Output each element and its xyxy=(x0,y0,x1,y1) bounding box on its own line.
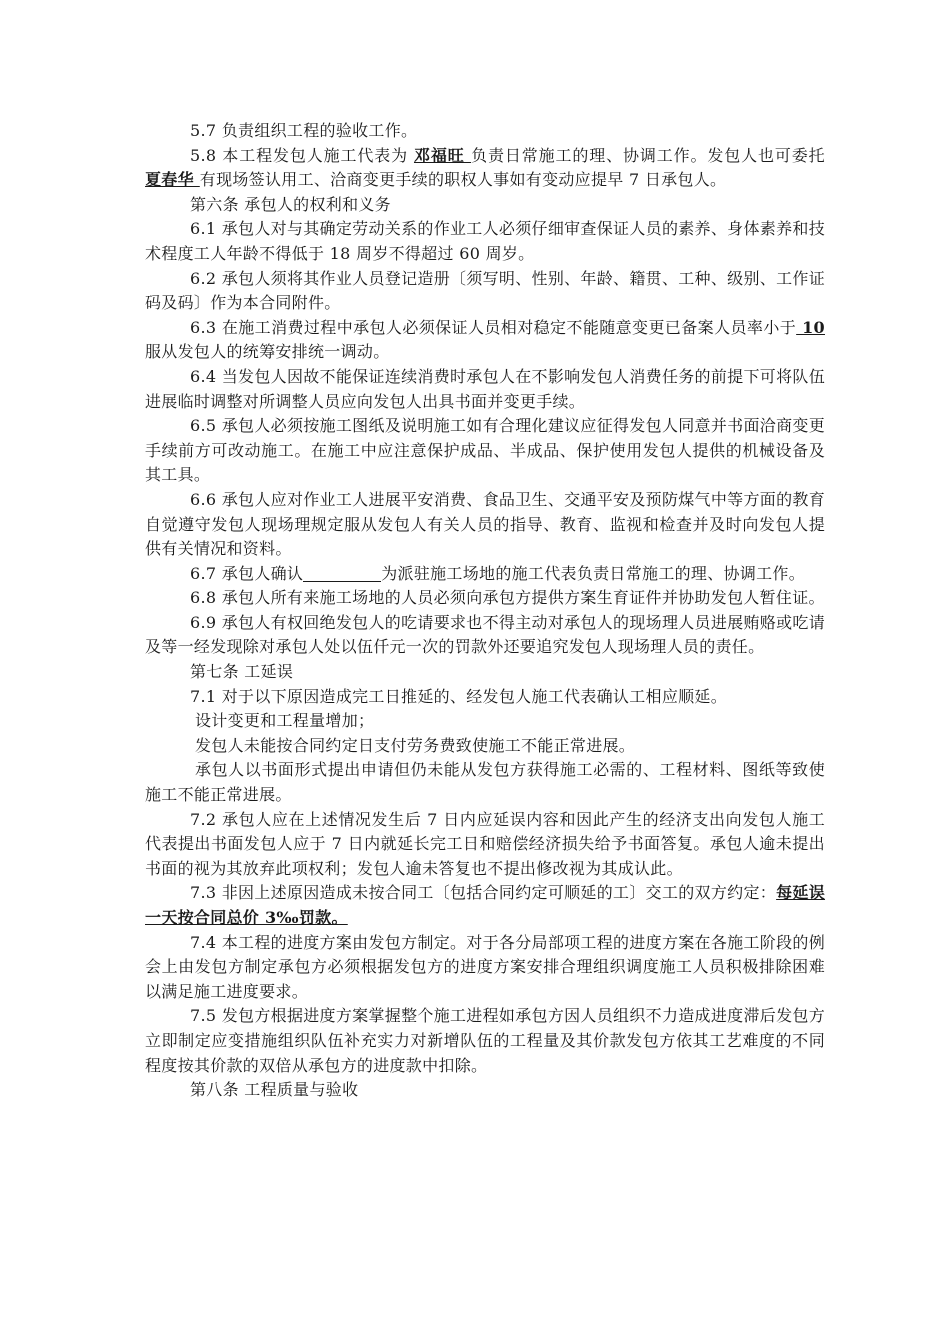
change-rate-value: 10 xyxy=(796,317,825,337)
blank-fill-line xyxy=(303,565,381,582)
clause-text: 5.8 本工程发包人施工代表为 xyxy=(190,145,414,165)
clause-7-1-item: 承包人以书面形式提出申请但仍未能从发包方获得施工必需的、工程材料、图纸等致使施工不能正常进展。 xyxy=(145,760,825,805)
clause-6-2: 6.2 承包人须将其作业人员登记造册〔须写明、性别、年龄、籍贯、工种、级别、工作证码及码〕作为本合同附件。 xyxy=(145,268,825,313)
clause-text: 为派驻施工场地的施工代表负责日常施工的理、协调工作。 xyxy=(381,563,806,583)
clause-5-8 xyxy=(145,144,825,193)
article-6-heading: 第六条 承包人的权利和义务 xyxy=(190,194,391,214)
clause-5-7: 5.7 负责组织工程的验收工作。 xyxy=(190,121,418,140)
clause-7-1-item: 发包人未能按合同约定日支付劳务费致使施工不能正常进展。 xyxy=(195,735,636,755)
clause-text: 有现场签认用工、洽商变更手续的职权人事如有变动应提早 7 日承包人。 xyxy=(199,170,727,190)
clause-6-6: 6.6 承包人应对作业工人进展平安消费、食品卫生、交通平安及预防煤气中等方面的教育自觉遵守发包人现场理规定服从发包人有关人员的指导、教育、监视和检查并及时向发包人提供有关情况和资料。 xyxy=(145,489,825,559)
clause-7-2: 7.2 承包人应在上述情况发生后 7 日内应延误内容和因此产生的经济支出向发包人施工代表提出书面发包人应于 7 日内就延长完工日和赔偿经济损失给予书面答复。承包人逾未提出书面的视为其放弃此项权利；发包人逾未答复也不提出修改视为其成认此。 xyxy=(145,809,825,878)
article-8-heading: 第八条 工程质量与验收 xyxy=(190,1080,359,1100)
delegate-name: 夏春华 xyxy=(145,170,200,190)
clause-6-3 xyxy=(145,316,825,365)
clause-text: 服从发包人的统筹安排统一调动。 xyxy=(145,342,390,362)
clause-6-8: 6.8 承包人所有来施工场地的人员必须向承包方提供方案生育证件并协助发包人暂住证。 xyxy=(190,588,825,608)
document-body xyxy=(145,119,825,1103)
clause-6-5: 6.5 承包人必须按施工图纸及说明施工如有合理化建议应征得发包人同意并书面洽商变更手续前方可改动施工。在施工中应注意保护成品、半成品、保护使用发包人提供的机械设备及其工具。 xyxy=(145,416,825,485)
clause-6-1: 6.1 承包人对与其确定劳动关系的作业工人必须仔细审查保证人员的素养、身体素养和技术程度工人年龄不得低于 18 周岁不得超过 60 周岁。 xyxy=(145,219,825,263)
clause-7-1-item: 设计变更和工程量增加； xyxy=(195,711,375,731)
clause-text: 6.3 在施工消费过程中承包人必须保证人员相对稳定不能随意变更已备案人员率小于 xyxy=(190,317,797,337)
clause-7-5: 7.5 发包方根据进度方案掌握整个施工进程如承包方因人员组织不力造成进度滞后发包方立即制定应变措施组织队伍补充实力对新增队伍的工程量及其价款发包方依其工艺难度的不同程度按其价款的双倍从承包方的进度款中扣除。 xyxy=(145,1006,825,1075)
clause-7-1: 7.1 对于以下原因造成完工日推延的、经发包人施工代表确认工相应顺延。 xyxy=(190,686,728,706)
clause-6-7 xyxy=(145,562,825,587)
article-7-heading: 第七条 工延误 xyxy=(190,662,294,682)
penalty-term: 每延误一天按合同总价 3‰罚款。 xyxy=(145,883,826,927)
clause-6-4: 6.4 当发包人因故不能保证连续消费时承包人在不影响发包人消费任务的前提下可将队伍进展临时调整对所调整人员应向发包人出具书面并变更手续。 xyxy=(145,366,825,411)
clause-7-4: 7.4 本工程的进度方案由发包方制定。对于各分局部项工程的进度方案在各施工阶段的例会上由发包方制定承包方必须根据发包方的进度方案安排合理组织调度施工人员积极排除困难以满足施工进度要求。 xyxy=(145,932,825,1001)
clause-text: 负责日常施工的理、协调工作。发包人也可委托 xyxy=(471,145,825,165)
clause-6-9: 6.9 承包人有权回绝发包人的吃请要求也不得主动对承包人的现场理人员进展贿赂或吃请及等一经发现除对承包人处以伍仟元一次的罚款外还要追究发包人现场理人员的责任。 xyxy=(145,612,825,657)
clause-text: 6.7 承包人确认 xyxy=(190,563,304,583)
representative-name: 邓福旺 xyxy=(413,145,472,165)
clause-text: 7.3 非因上述原因造成未按合同工〔包括合同约定可顺延的工〕交工的双方约定： xyxy=(190,883,777,903)
clause-7-3 xyxy=(145,881,825,930)
